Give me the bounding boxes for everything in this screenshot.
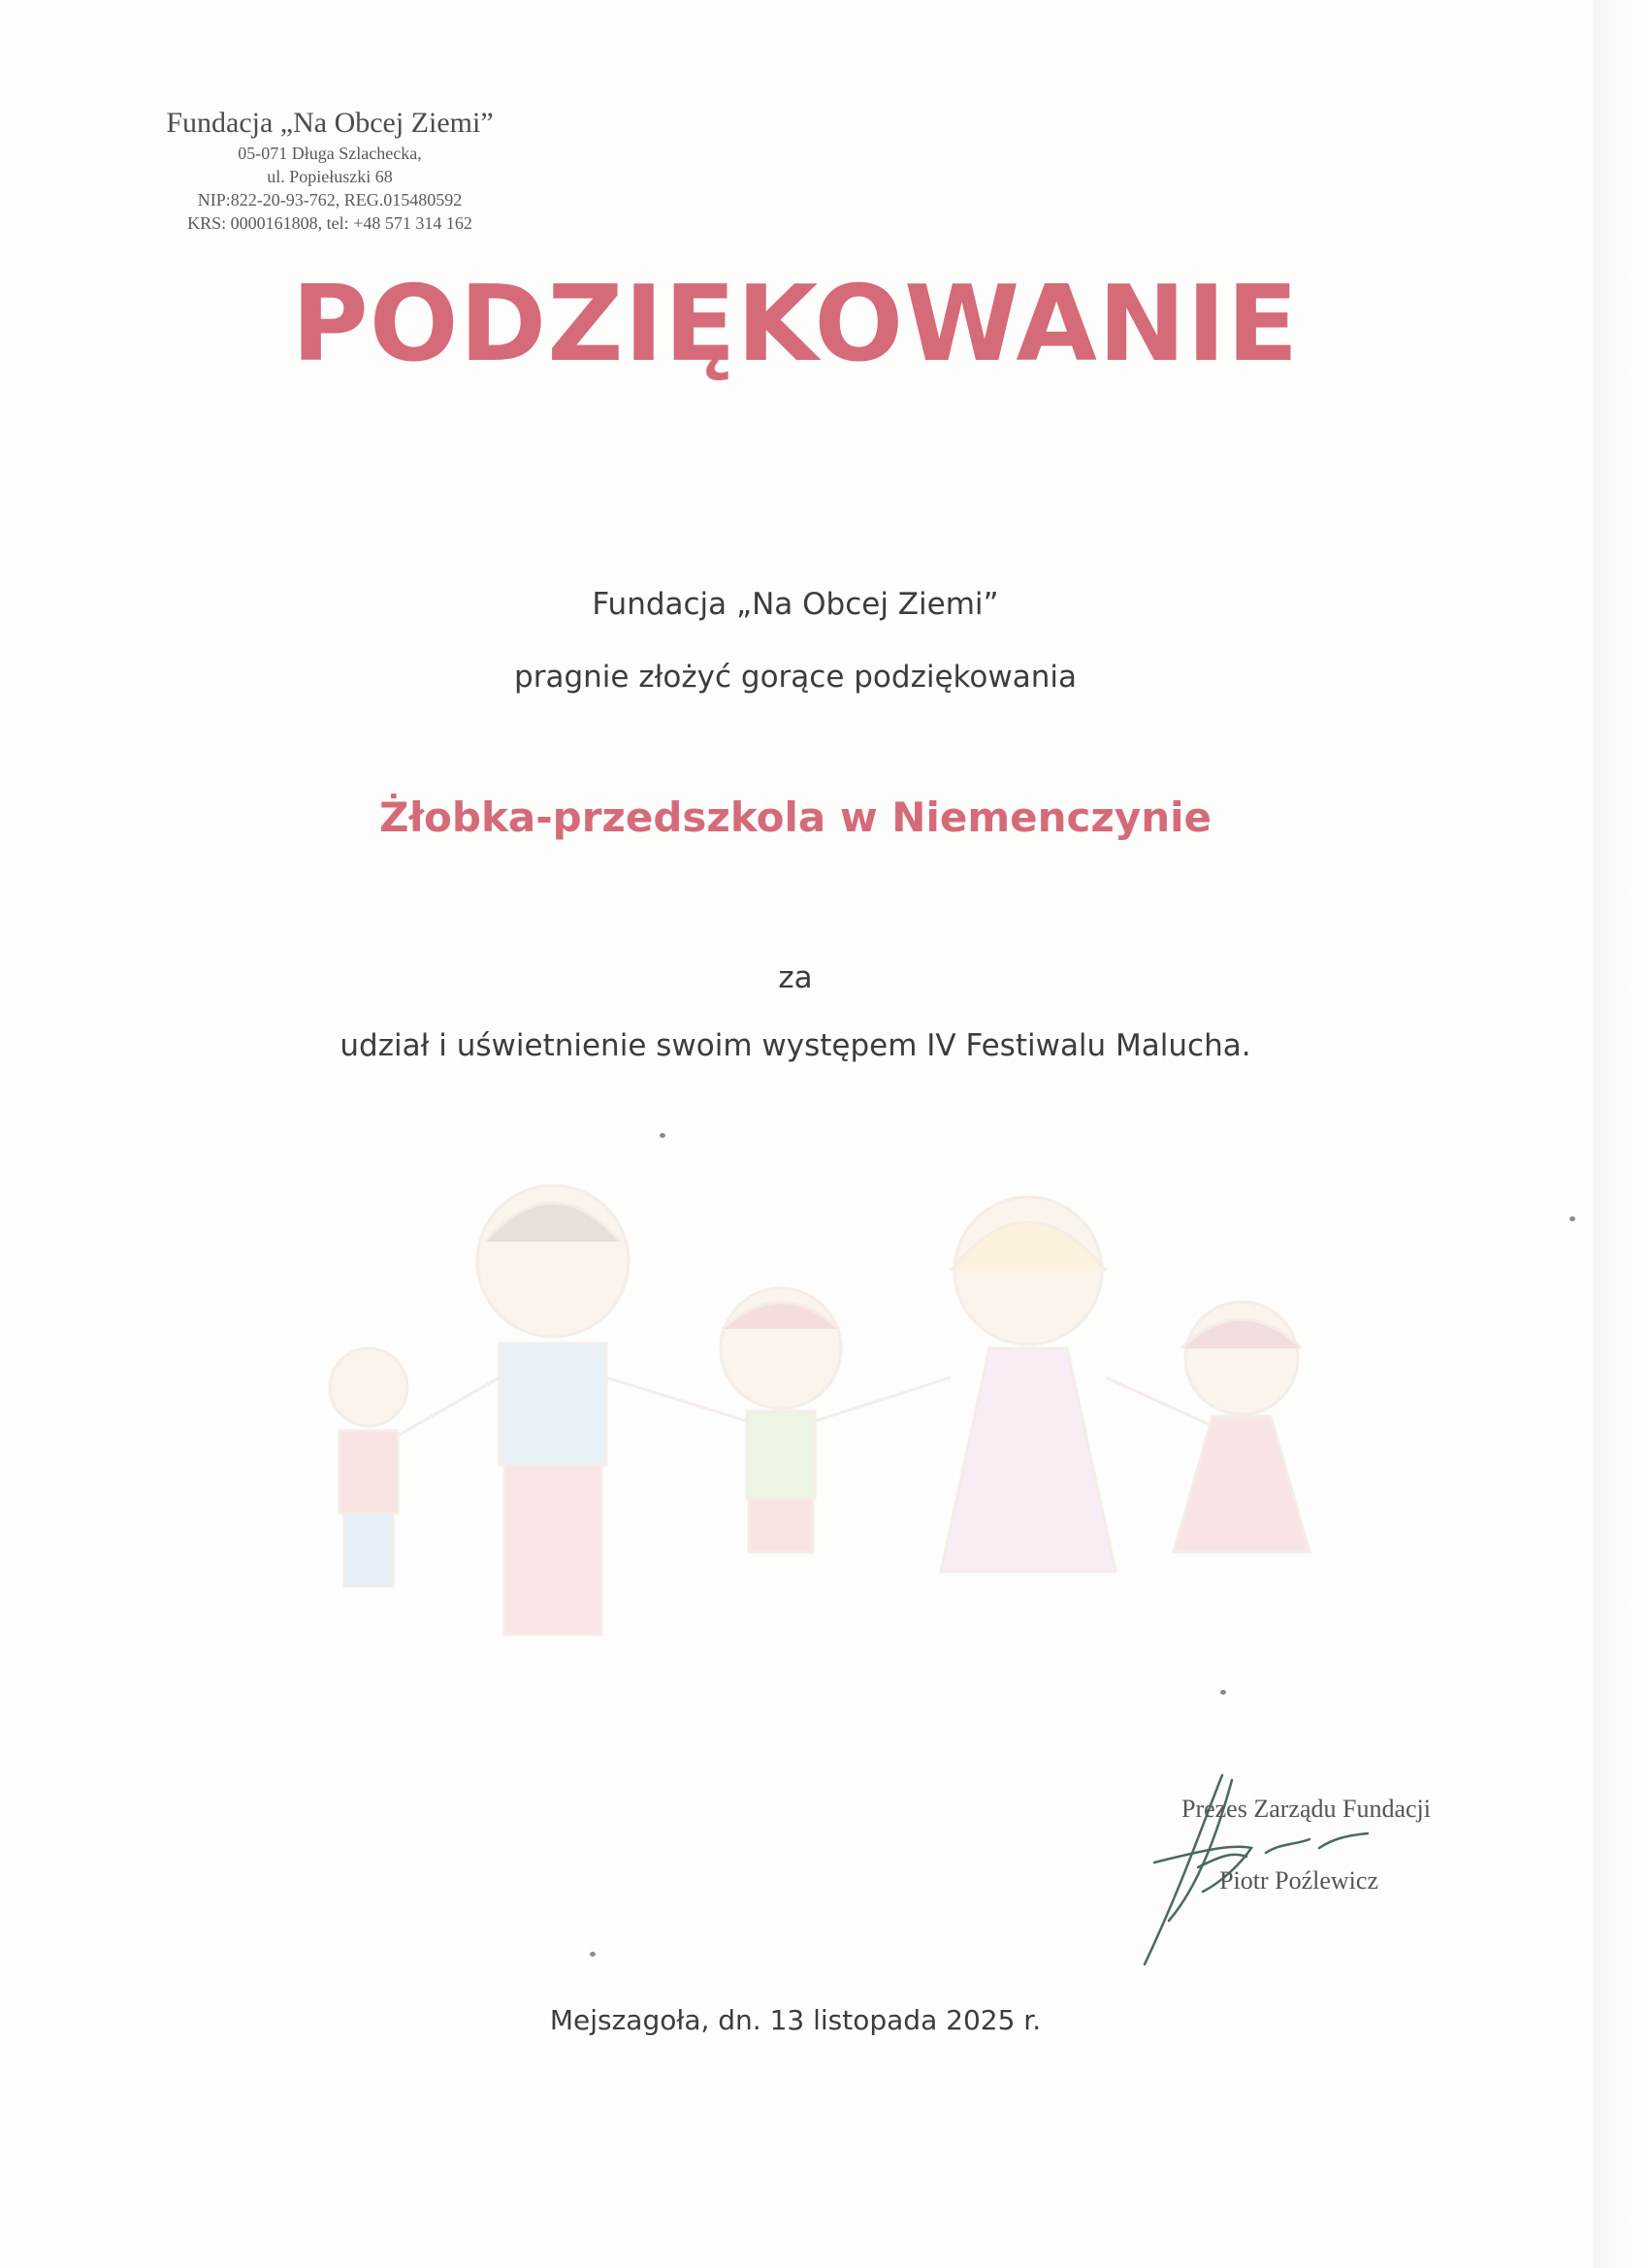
signatory-title: Prezes Zarządu Fundacji (1180, 1795, 1431, 1823)
for-line: za (778, 960, 813, 995)
recipient-name: Żłobka-przedszkola w Niemenczynie (378, 794, 1212, 841)
foundation-line: Fundacja „Na Obcej Ziemi” (592, 587, 999, 622)
letterhead-registry: NIP:822-20-93-762, REG.015480592 (197, 190, 463, 210)
intro-line: pragnie złożyć gorące podziękowania (514, 660, 1077, 695)
reason-line: udział i uświetnienie swoim występem IV Festiwalu Malucha. (340, 1028, 1251, 1063)
letterhead-address-2: ul. Popiełuszki 68 (267, 167, 393, 186)
scan-speck (660, 1133, 665, 1138)
scan-speck (1220, 1690, 1226, 1695)
letterhead-name: Fundacja „Na Obcej Ziemi” (166, 107, 494, 139)
scan-speck (590, 1952, 596, 1957)
signatory-name: Piotr Poźlewicz (1219, 1866, 1378, 1895)
scan-edge (1593, 0, 1649, 2268)
scan-speck (1569, 1216, 1575, 1221)
letterhead-address-1: 05-071 Długa Szlachecka, (238, 144, 422, 163)
letterhead (136, 105, 524, 235)
letterhead-contact: KRS: 0000161808, tel: +48 571 314 162 (187, 213, 472, 233)
page-title: PODZIĘKOWANIE (291, 264, 1300, 385)
date-line: Mejszagoła, dn. 13 listopada 2025 r. (549, 2004, 1042, 2036)
family-holding-hands-icon (291, 1183, 1319, 1649)
